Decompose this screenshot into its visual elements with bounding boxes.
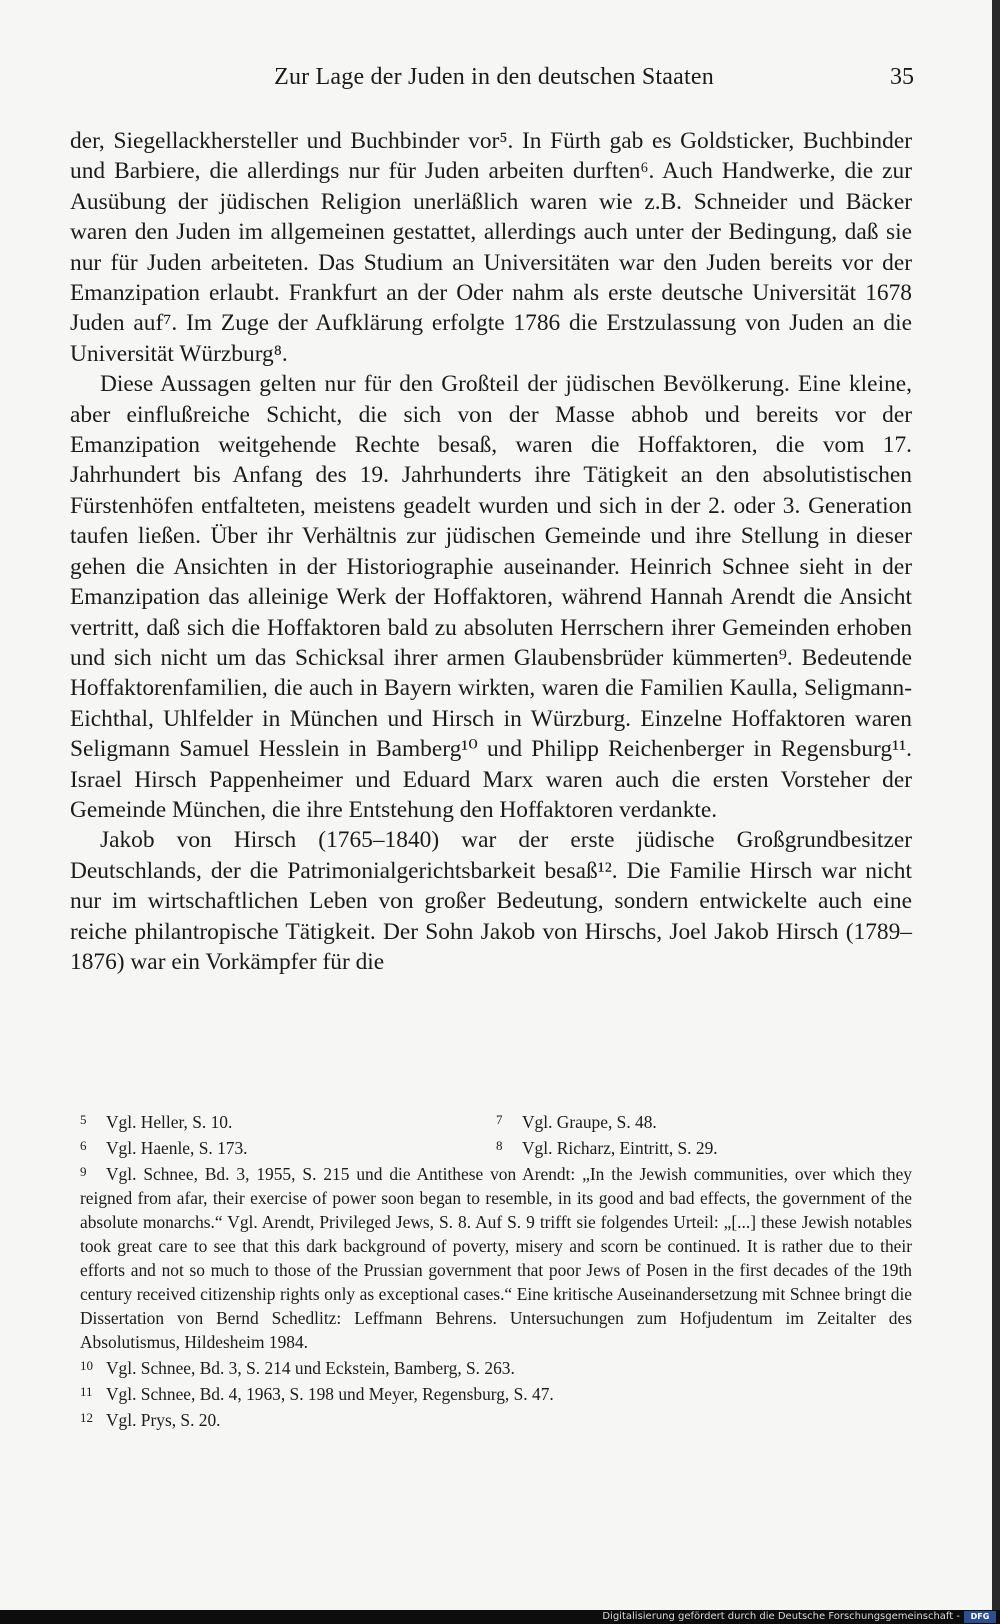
footnote-5 [80,1108,496,1134]
footnote-7 [496,1108,912,1134]
footnote-text: Vgl. Haenle, S. 173. [106,1138,248,1158]
footnotes [80,1108,912,1432]
funding-notice: Digitalisierung gefördert durch die Deutsche Forschungsgemeinschaft - [602,1611,960,1622]
dfg-logo-icon: DFG [964,1611,996,1623]
footnote-text: Vgl. Schnee, Bd. 3, 1955, S. 215 und die Antithese von Arendt: „In the Jewish communities, over which they reigned from afar, their exercise of power soon began to resemble, in its good and bad effects, the government of the absolute monarchs.“ Vgl. Arendt, Privileged Jews, S. 8. Auf S. 9 trifft sie folgendes Urteil: „[...] these Jewish notables took great care to see that this dark background of poverty, misery and scorn be continued. It is rather due to their efforts and not so much to those of the Prussian government that poor Jews of Posen in the first decades of the 19th century received citizenship rights only as exceptional cases.“ Eine kritische Auseinandersetzung mit Schnee bringt die Dissertation von Bernd Schedlitz: Leffmann Behrens. Untersuchungen zum Hofjudentum im Zeitalter des Absolutismus, Hildesheim 1984. [80,1164,912,1352]
footnote-9 [80,1160,912,1354]
digitization-footer [0,1610,1000,1624]
footnote-number: 11 [80,1384,93,1399]
footnote-row [80,1108,912,1134]
footnote-number: 9 [80,1164,87,1179]
footnote-text: Vgl. Richarz, Eintritt, S. 29. [522,1138,718,1158]
paragraph-2: Diese Aussagen gelten nur für den Großteil der jüdischen Bevölkerung. Eine kleine, aber einflußreiche Schicht, die sich von der Masse abhob und bereits vor der Emanzipation weitgehende Rechte besaß, waren die Hoffaktoren, die vom 17. Jahrhundert bis Anfang des 19. Jahrhunderts ihre Tätigkeit an den absolutistischen Fürstenhöfen entfalteten, meistens geadelt wurden und sich in der 2. oder 3. Generation taufen ließen. Über ihr Verhältnis zur jüdischen Gemeinde und ihre Stellung in dieser gehen die Ansichten in der Historiographie auseinander. Heinrich Schnee sieht in der Emanzipation das alleinige Werk der Hoffaktoren, während Hannah Arendt die Ansicht vertritt, daß sich die Hoffaktoren bald zu absoluten Herrschern ihrer Gemeinden erhoben und sich nicht um das Schicksal ihrer armen Glaubensbrüder kümmerten⁹. Bedeutende Hoffaktorenfamilien, die auch in Bayern wirkten, waren die Familien Kaulla, Seligmann-Eichthal, Uhlfelder in München und Hirsch in Würzburg. Einzelne Hoffaktoren waren Seligmann Samuel Hesslein in Bamberg¹⁰ und Philipp Reichenberger in Regensburg¹¹. Israel Hirsch Pappenheimer und Eduard Marx waren auch die ersten Vorsteher der Gemeinde München, die ihre Entstehung den Hoffaktoren verdankte. [70,371,912,823]
footnote-8 [496,1134,912,1160]
running-header [74,64,914,100]
footnote-text: Vgl. Schnee, Bd. 4, 1963, S. 198 und Meyer, Regensburg, S. 47. [106,1384,554,1404]
page-number: 35 [890,64,914,90]
footnote-number: 5 [80,1112,87,1127]
footnote-12 [80,1406,912,1432]
footnote-number: 8 [496,1138,503,1153]
body-text [70,126,912,977]
footnote-6 [80,1134,496,1160]
footnote-number: 7 [496,1112,503,1127]
footnote-text: Vgl. Heller, S. 10. [106,1112,233,1132]
running-title: Zur Lage der Juden in den deutschen Staaten [274,64,714,90]
paragraph-1: der, Siegellackhersteller und Buchbinder vor⁵. In Fürth gab es Goldsticker, Buchbinder und Barbiere, die allerdings nur für Juden arbeiten durften⁶. Auch Handwerke, die zur Ausübung der jüdischen Religion unerläßlich waren wie z.B. Schneider und Bäcker waren den Juden im allgemeinen gestattet, allerdings auch unter der Bedingung, daß sie nur für Juden arbeiteten. Das Studium an Universitäten war den Juden bereits vor der Emanzipation erlaubt. Frankfurt an der Oder nahm als erste deutsche Universität 1678 Juden auf⁷. Im Zuge der Aufklärung erfolgte 1786 die Erstzulassung von Juden an die Universität Würzburg⁸. [70,128,912,367]
paragraph-3: Jakob von Hirsch (1765–1840) war der erste jüdische Großgrundbesitzer Deutschlands, der die Patrimonialgerichtsbarkeit besaß¹². Die Familie Hirsch war nicht nur im wirtschaftlichen Leben von großer Bedeutung, sondern entwickelte auch eine reiche philantropische Tätigkeit. Der Sohn Jakob von Hirschs, Joel Jakob Hirsch (1789–1876) war ein Vorkämpfer für die [70,827,912,975]
footnote-text: Vgl. Prys, S. 20. [106,1410,221,1430]
footnote-number: 10 [80,1358,93,1373]
footnote-number: 12 [80,1410,93,1425]
footnote-10 [80,1354,912,1380]
footnote-text: Vgl. Schnee, Bd. 3, S. 214 und Eckstein, Bamberg, S. 263. [106,1358,515,1378]
footnote-row [80,1134,912,1160]
footnote-number: 6 [80,1138,87,1153]
footnote-11 [80,1380,912,1406]
footnote-text: Vgl. Graupe, S. 48. [522,1112,657,1132]
